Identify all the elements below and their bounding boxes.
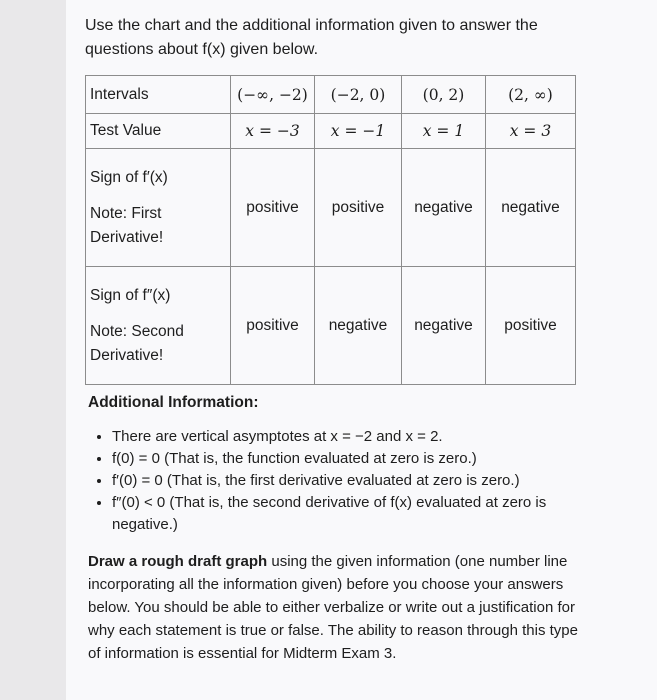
second-derivative-note-1: Note: Second bbox=[90, 322, 184, 340]
first-derivative-label bbox=[86, 149, 231, 267]
first-derivative-sign-2: positive bbox=[315, 149, 402, 267]
test-value-label: Test Value bbox=[86, 114, 231, 149]
first-derivative-sign-label: Sign of f′(x) bbox=[90, 168, 168, 186]
second-derivative-label bbox=[86, 267, 231, 385]
draw-instructions bbox=[88, 550, 588, 665]
second-derivative-sign-3: negative bbox=[402, 267, 486, 385]
interval-1: (−∞, −2) bbox=[231, 76, 315, 114]
interval-4: (2, ∞) bbox=[486, 76, 576, 114]
second-derivative-sign-1: positive bbox=[231, 267, 315, 385]
intro-text: Use the chart and the additional information given to answer the questions about f(x) given below. bbox=[85, 17, 538, 58]
question-page bbox=[66, 0, 657, 700]
interval-2: (−2, 0) bbox=[315, 76, 402, 114]
intervals-row bbox=[86, 76, 576, 114]
first-derivative-row bbox=[86, 149, 576, 267]
test-value-4: x = 3 bbox=[486, 114, 576, 149]
second-derivative-sign-label: Sign of f″(x) bbox=[90, 286, 171, 304]
second-derivative-sign-4: positive bbox=[486, 267, 576, 385]
info-bullet-fdoubleprime0: • f″(0) < 0 (That is, the second derivative of f(x) evaluated at zero is negative.) bbox=[112, 492, 588, 536]
info-bullet-fprime0: • f′(0) = 0 (That is, the first derivative evaluated at zero is zero.) bbox=[112, 470, 588, 492]
interval-3: (0, 2) bbox=[402, 76, 486, 114]
first-derivative-sign-1: positive bbox=[231, 149, 315, 267]
info-bullet-f0: • f(0) = 0 (That is, the function evaluated at zero is zero.) bbox=[112, 448, 588, 470]
draw-instructions-rest: using the given information (one number line incorporating all the information given) before you choose your answers below. You should be able to either verbalize or write out a justification for why each statement is true or false. The ability to reason through this type of information is essential for Midterm Exam 3. bbox=[88, 553, 578, 662]
test-value-3: x = 1 bbox=[402, 114, 486, 149]
first-derivative-sign-4: negative bbox=[486, 149, 576, 267]
second-derivative-sign-2: negative bbox=[315, 267, 402, 385]
intervals-label: Intervals bbox=[86, 76, 231, 114]
test-value-1: x = −3 bbox=[231, 114, 315, 149]
info-bullet-asymptotes: • There are vertical asymptotes at x = −2 and x = 2. bbox=[112, 426, 588, 448]
first-derivative-sign-3: negative bbox=[402, 149, 486, 267]
second-derivative-note-2: Derivative! bbox=[90, 346, 164, 364]
test-value-row bbox=[86, 114, 576, 149]
first-derivative-note-1: Note: First bbox=[90, 204, 162, 222]
sign-chart-table bbox=[85, 75, 576, 385]
first-derivative-note-2: Derivative! bbox=[90, 228, 164, 246]
additional-information bbox=[88, 392, 588, 665]
draw-instructions-bold: Draw a rough draft graph bbox=[88, 553, 268, 570]
test-value-2: x = −1 bbox=[315, 114, 402, 149]
second-derivative-row bbox=[86, 267, 576, 385]
additional-information-title: Additional Information: bbox=[88, 394, 259, 411]
additional-information-list bbox=[88, 426, 588, 536]
